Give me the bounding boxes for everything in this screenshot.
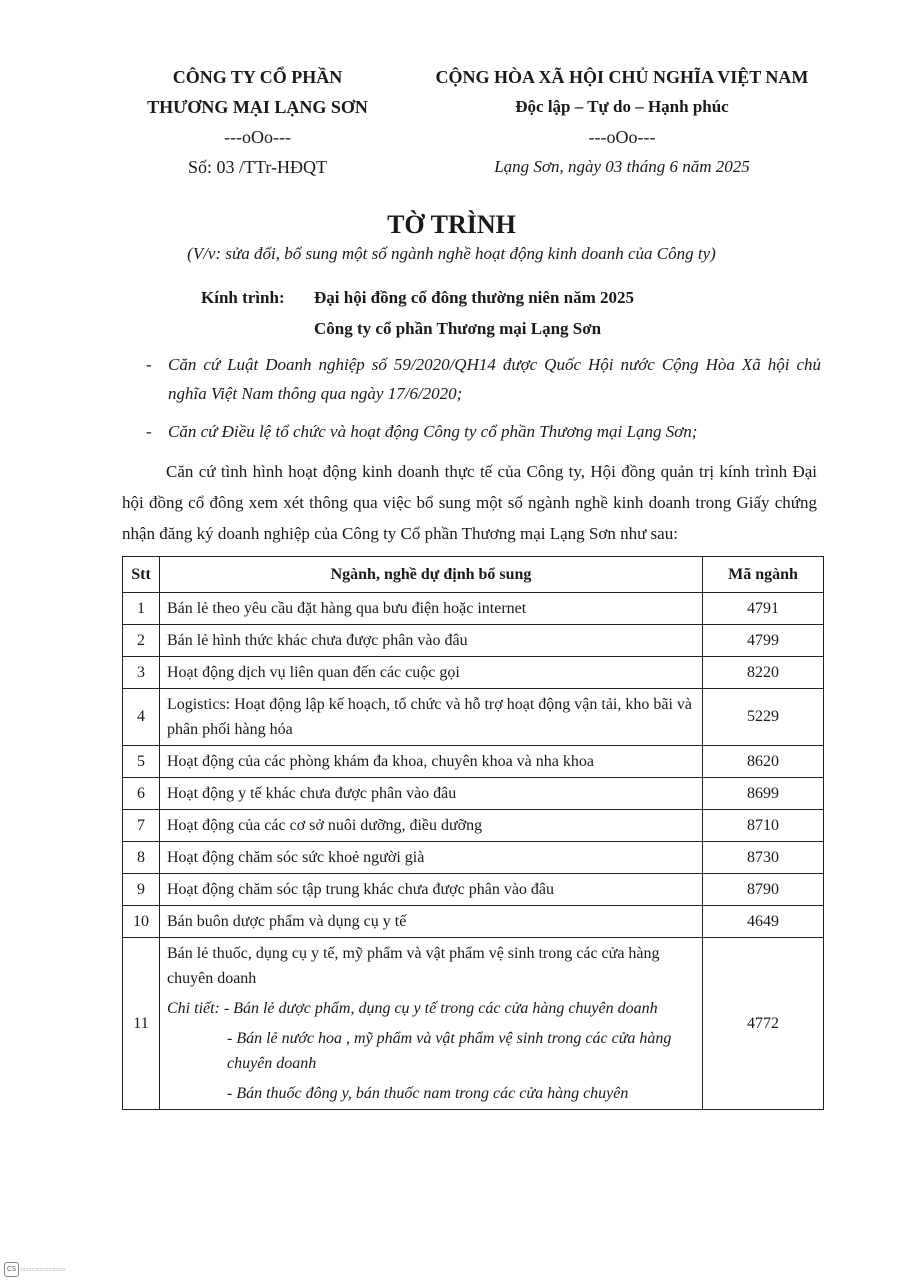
table-row: 4 Logistics: Hoạt động lập kế hoạch, tổ chức và hỗ trợ hoạt động vận tải, kho bãi và phân phối hàng hóa 5229	[123, 689, 824, 746]
national-header	[412, 62, 832, 182]
recipient-label: Kính trình:	[201, 288, 285, 307]
row11-description: Bán lẻ thuốc, dụng cụ y tế, mỹ phẩm và vật phẩm vệ sinh trong các cửa hàng chuyên doanh Chi tiết: - Bán lẻ dược phẩm, dụng cụ y tế trong các cửa hàng chuyên doanh - Bán lẻ nước hoa , mỹ phẩm và vật phẩm vệ sinh trong các cửa hàng chuyên doanh - Bán thuốc đông y, bán thuốc nam trong các cửa hàng chuyên	[160, 938, 703, 1110]
legal-basis-item: - Căn cứ Điều lệ tổ chức và hoạt động Công ty cổ phần Thương mại Lạng Sơn;	[146, 422, 698, 441]
document-date: Lạng Sơn, ngày 03 tháng 6 năm 2025	[494, 157, 750, 176]
table-row: 3 Hoạt động dịch vụ liên quan đến các cuộc gọi 8220	[123, 657, 824, 689]
national-motto: Độc lập – Tự do – Hạnh phúc	[515, 97, 729, 116]
company-name-line2: THƯƠNG MẠI LẠNG SƠN	[147, 97, 368, 117]
table-row: 8 Hoạt động chăm sóc sức khoẻ người già 8730	[123, 842, 824, 874]
table-row: 5 Hoạt động của các phòng khám đa khoa, chuyên khoa và nha khoa 8620	[123, 746, 824, 778]
table-row: 7 Hoạt động của các cơ sở nuôi dưỡng, điều dưỡng 8710	[123, 810, 824, 842]
header-divider-left: ---oOo---	[224, 127, 291, 147]
legal-basis-item: - Căn cứ Luật Doanh nghiệp số 59/2020/QH14 được Quốc Hội nước Cộng Hòa Xã hội chủ nghĩa Việt Nam thông qua ngày 17/6/2020;	[146, 355, 821, 403]
document-title: TỜ TRÌNH	[387, 210, 516, 239]
table-row: 11 Bán lẻ thuốc, dụng cụ y tế, mỹ phẩm và vật phẩm vệ sinh trong các cửa hàng chuyên doanh Chi tiết: - Bán lẻ dược phẩm, dụng cụ y tế trong các cửa hàng chuyên doanh - Bán lẻ nước hoa , mỹ phẩm và vật phẩm vệ sinh trong các cửa hàng chuyên doanh - Bán thuốc đông y, bán thuốc nam trong các cửa hàng chuyên 4772	[123, 938, 824, 1110]
recipient-block	[201, 282, 634, 344]
company-header	[130, 62, 385, 182]
company-name-line1: CÔNG TY CỔ PHẦN	[172, 67, 343, 87]
table-row: 1 Bán lẻ theo yêu cầu đặt hàng qua bưu điện hoặc internet 4791	[123, 593, 824, 625]
document-subtitle: (V/v: sửa đổi, bổ sung một số ngành nghề hoạt động kinh doanh của Công ty)	[187, 244, 716, 263]
recipient-line1: Đại hội đồng cổ đông thường niên năm 2025	[314, 288, 635, 307]
national-title: CỘNG HÒA XÃ HỘI CHỦ NGHĨA VIỆT NAM	[435, 67, 809, 87]
table-header-row	[123, 557, 824, 593]
table-row: 9 Hoạt động chăm sóc tập trung khác chưa được phân vào đâu 8790	[123, 874, 824, 906]
header-divider-right: ---oOo---	[588, 127, 656, 147]
header-stt: Stt	[123, 557, 160, 593]
scanner-watermark: ▭▭▭▭▭▭▭▭	[20, 1266, 66, 1273]
table-row: 2 Bán lẻ hình thức khác chưa được phân vào đâu 4799	[123, 625, 824, 657]
header-code: Mã ngành	[703, 557, 824, 593]
legal-basis-list	[146, 350, 821, 455]
header-name: Ngành, nghề dự định bổ sung	[160, 557, 703, 593]
recipient-line2: Công ty cổ phần Thương mại Lạng Sơn	[314, 319, 602, 338]
document-number: Số: 03 /TTr-HĐQT	[188, 157, 327, 177]
table-row: 6 Hoạt động y tế khác chưa được phân vào đâu 8699	[123, 778, 824, 810]
intro-paragraph: Căn cứ tình hình hoạt động kinh doanh thực tế của Công ty, Hội đồng quản trị kính trình Đại hội đồng cổ đông xem xét thông qua việc bổ sung một số ngành nghề kinh doanh trong Giấy chứng nhận đăng ký doanh nghiệp của Công ty Cổ phần Thương mại Lạng Sơn như sau:	[122, 462, 817, 543]
camscanner-logo-icon: CS	[4, 1262, 19, 1277]
business-lines-table	[122, 556, 824, 1110]
table-row: 10 Bán buôn dược phẩm và dụng cụ y tế 4649	[123, 906, 824, 938]
